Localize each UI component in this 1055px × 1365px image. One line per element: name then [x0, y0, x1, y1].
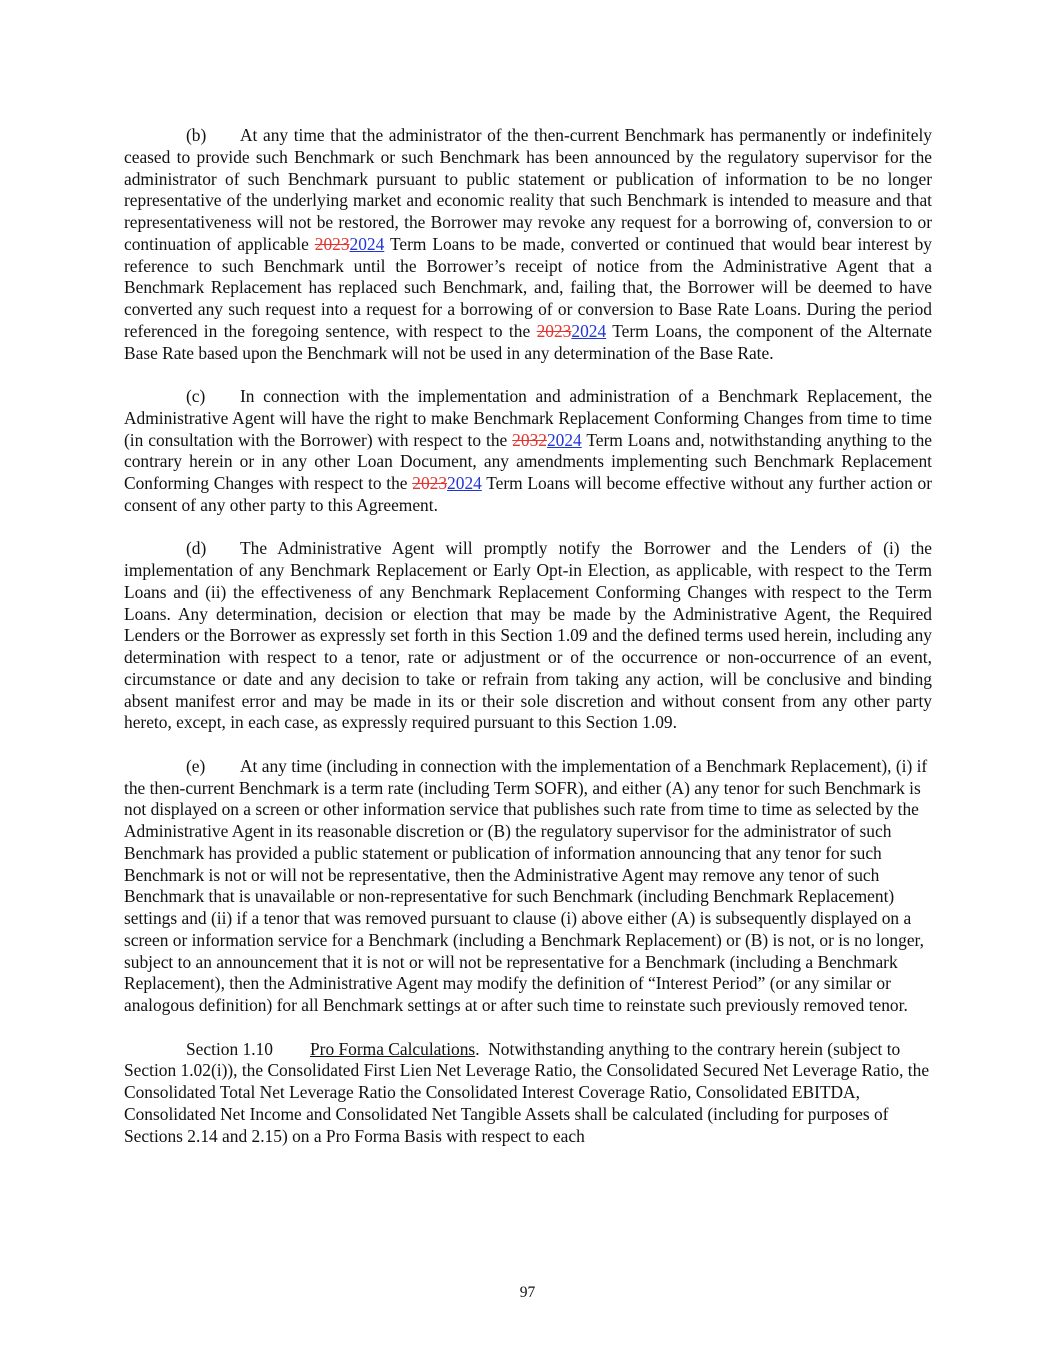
redline-insertion: 2024: [571, 320, 607, 341]
paragraph-c-text-2: Term Loans and, notwithstanding anything to the contrary herein or in any other Loan Document, any amendments implementing such Benchmark Replacement Conforming Changes with respect to the: [124, 429, 932, 493]
paragraph-b: [124, 125, 932, 364]
section-1-10-heading-punct: .: [475, 1038, 489, 1059]
redline-deletion: 2023: [536, 320, 572, 341]
paragraph-c: [124, 386, 932, 517]
paragraph-e-text: At any time (including in connection with the implementation of a Benchmark Replacement), (i) if the then-current Benchmark is a term rate (including Term SOFR), and either (A) any tenor for such Benchmark is not displayed on a screen or other information service that publishes such rate from time to time as selected by the Administrative Agent in its reasonable discretion or (B) the regulatory supervisor for the administrator of such Benchmark has provided a public statement or publication of information announcing that any tenor for such Benchmark is not or will not be representative, then the Administrative Agent may remove any tenor of such Benchmark that is unavailable or non-representative for such Benchmark (including Benchmark Replacement) settings and (ii) if a tenor that was removed pursuant to clause (i) above either (A) is subsequently displayed on a screen or information service for a Benchmark (including a Benchmark Replacement) or (B) is not, or is no longer, subject to an announcement that it is not or will not be representative for a Benchmark (including a Benchmark Replacement), then the Administrative Agent may modify the definition of “Interest Period” (or any similar or analogous definition) for all Benchmark settings at or after such time to reinstate such previously removed tenor.: [124, 755, 928, 1015]
redline-deletion: 2023: [314, 233, 350, 254]
paragraph-e: [124, 756, 932, 1017]
redline-insertion: 2024: [546, 429, 582, 450]
paragraph-d: [124, 538, 932, 734]
page-number: 97: [519, 1284, 536, 1301]
section-1-10: [124, 1039, 932, 1148]
paragraph-d-text: The Administrative Agent will promptly notify the Borrower and the Lenders of (i) the implementation of any Benchmark Replacement or Early Opt-in Election, as applicable, with respect to the Term Loans and (ii) the effectiveness of any Benchmark Replacement Conforming Changes with respect to the Term Loans. Any determination, decision or election that may be made by the Administrative Agent, the Required Lenders or the Borrower as expressly set forth in this Section 1.09 and the defined terms used herein, including any determination with respect to a tenor, rate or adjustment or of the occurrence or non-occurrence of an event, circumstance or date and any decision to take or refrain from taking any action, will be conclusive and binding absent manifest error and may be made in its or their sole discretion and without consent from any other party hereto, except, in each case, as expressly required pursuant to this Section 1.09.: [124, 538, 932, 733]
paragraph-c-label: (c): [186, 386, 206, 406]
paragraph-b-text-1: At any time that the administrator of the then-current Benchmark has permanently or indefinitely ceased to provide such Benchmark or such Benchmark has been announced by the regulatory supervisor for the administrator of such Benchmark pursuant to public statement or publication of information to be no longer representative of the underlying market and economic reality that such Benchmark is intended to measure and that representativeness will not be restored, the Borrower may revoke any request for a borrowing of, conversion to or continuation of applicable: [124, 125, 932, 254]
paragraph-c-text-3: Term Loans will become effective without any further action or consent of any other party to this Agreement.: [124, 473, 932, 515]
section-1-10-label: Section 1.10: [186, 1038, 273, 1059]
paragraph-spacer: [124, 364, 932, 386]
document-page: [124, 125, 932, 1147]
redline-insertion: 2024: [447, 473, 482, 493]
paragraph-c-text-1: In connection with the implementation and administration of a Benchmark Replacement, the Administrative Agent will have the right to make Benchmark Replacement Conforming Changes from time to time (in consultation with the Borrower) with respect to the: [124, 386, 932, 450]
paragraph-b-text-2: Term Loans to be made, converted or continued that would bear interest by reference to such Benchmark until the Borrower’s receipt of notice from the Administrative Agent that a Benchmark Replacement has replaced such Benchmark, and, failing that, the Borrower will be deemed to have converted any such request into a request for a borrowing of or conversion to Base Rate Loans. During the period referenced in the foregoing sentence, with respect to the: [124, 233, 933, 341]
redline-deletion: 2023: [412, 473, 448, 493]
paragraph-d-label: (d): [186, 538, 207, 559]
paragraph-spacer: [124, 517, 932, 539]
paragraph-spacer: [124, 734, 932, 756]
section-1-10-heading: Pro Forma Calculations: [310, 1038, 476, 1059]
paragraph-b-text-3: Term Loans, the component of the Alternate Base Rate based upon the Benchmark will not be used in any determination of the Base Rate.: [124, 320, 933, 363]
redline-insertion: 2024: [349, 233, 385, 254]
paragraph-b-label: (b): [186, 125, 207, 145]
redline-deletion: 2032: [512, 429, 547, 450]
paragraph-e-label: (e): [186, 755, 206, 776]
section-1-10-text: Notwithstanding anything to the contrary herein (subject to Section 1.02(i)), the Consolidated First Lien Net Leverage Ratio, the Consolidated Secured Net Leverage Ratio, the Consolidated Total Net Leverage Ratio the Consolidated Interest Coverage Ratio, Consolidated EBITDA, Consolidated Net Income and Consolidated Net Tangible Assets shall be calculated (including for purposes of Sections 2.14 and 2.15) on a Pro Forma Basis with respect to each: [124, 1038, 930, 1146]
paragraph-spacer: [124, 1017, 932, 1039]
